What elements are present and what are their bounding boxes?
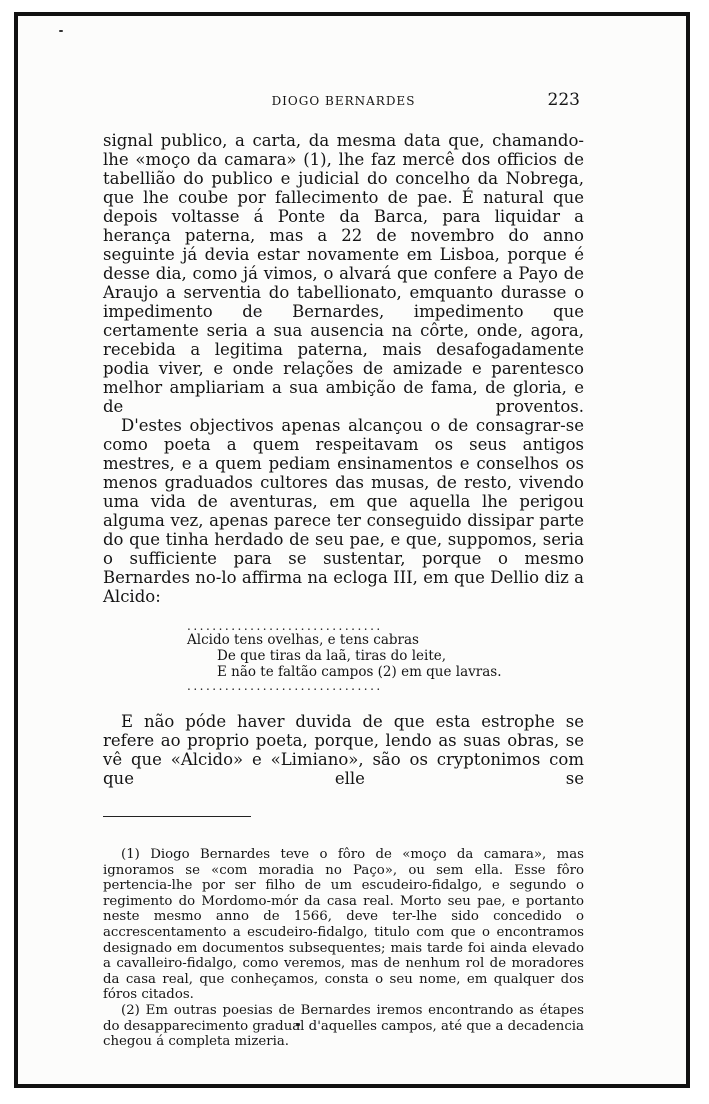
paragraph: E não póde haver duvida de que esta estrophe se refere ao proprio poeta, porque, lendo as suas obras, se vê que «Alcido» e «Limiano», são os cryptonimos com que elle se [103,712,584,788]
verse-quote [187,620,584,692]
scan-speck [59,30,63,32]
footnotes [103,847,584,1050]
footnote: (2) Em outras poesias de Bernardes iremos encontrando as étapes do desapparecimento gradual d'aquelles campos, até que a decadencia chegou á completa mizeria. [103,1002,584,1050]
verse-line: E não te faltão campos (2) em que lavras. [217,664,502,680]
body-text [103,131,584,788]
footnote: (1) Diogo Bernardes teve o fôro de «moço da camara», mas ignoramos se «com moradia no Paço», ou sem ella. Esse fôro pertencia-lhe por ser filho de um escudeiro-fidalgo, e segundo o regimento do Mordomo-mór da casa real. Morto seu pae, e portanto neste mesmo anno de 1566, deve ter-lhe sido concedido o accrescentamento a escudeiro-fidalgo, titulo com que o encontramos designado em documentos subsequentes; mais tarde foi ainda elevado a cavalleiro-fidalgo, como veremos, mas de nenhum rol de moradores da casa real, que conheçamos, consta o seu nome, em qualquer dos fóros citados. [103,847,584,1003]
paragraph: signal publico, a carta, da mesma data que, chamando-lhe «moço da camara» (1), lhe faz mercê dos officios de tabellião do publico e judicial do concelho da Nobrega, que lhe coube por fallecimento de pae. É natural que depois voltasse á Ponte da Barca, para liquidar a herança paterna, mas a 22 de novembro do anno seguinte já devia estar novamente em Lisboa, porque é desse dia, como já vimos, o alvará que confere a Payo de Araujo a serventia do tabellionato, emquanto durasse o impedimento de Bernardes, impedimento que certamente seria a sua ausencia na côrte, onde, agora, recebida a legitima paterna, mais desafogadamente podia viver, e onde relações de amizade e parentesco melhor ampliariam a sua ambição de fama, de gloria, e de proventos. [103,131,584,416]
ellipsis-line: ............................... [187,620,383,632]
verse-line: De que tiras da laã, tiras do leite, [217,648,447,664]
paragraph: D'estes objectivos apenas alcançou o de consagrar-se como poeta a quem respeitavam os seus antigos mestres, e a quem pediam ensinamentos e conselhos os menos graduados cultores das musas, de resto, vivendo uma vida de aventuras, em que aquella lhe perigou alguma vez, apenas parece ter conseguido dissipar parte do que tinha herdado de seu pae, e que, suppomos, seria o sufficiente para se sustentar, porque o mesmo Bernardes no-lo affirma na ecloga III, em que Dellio diz a Alcido: [103,416,584,606]
page-number: 223 [547,90,580,110]
ellipsis-line: ............................... [187,680,383,692]
footnote-rule [103,816,251,817]
page-header [103,90,584,114]
verse-line: Alcido tens ovelhas, e tens cabras [187,632,419,648]
running-title: DIOGO BERNARDES [271,94,416,108]
book-page [103,90,584,1050]
